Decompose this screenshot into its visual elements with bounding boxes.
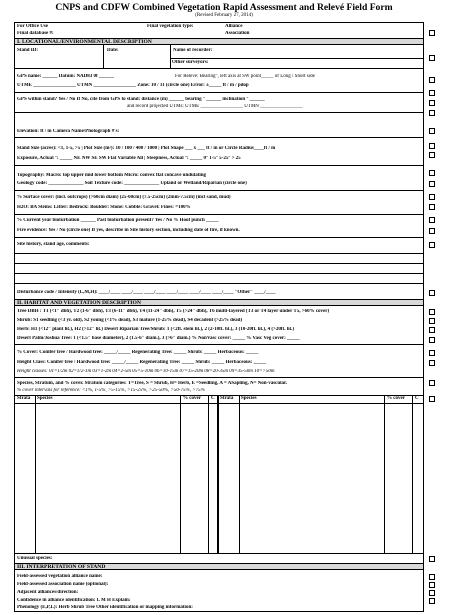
divider bbox=[170, 58, 423, 59]
unusual-species-label: Unusual species: bbox=[17, 556, 53, 561]
section-1-heading: I. LOCATIONAL/ENVIRONMENTAL DESCRIPTION bbox=[15, 38, 423, 45]
shrub-row: Shrub: S1 seedling (<3 yr. old), S2 young (<1% dead), S3 mature (1-25% dead), S4 decadent (>25% dead) bbox=[17, 318, 243, 323]
confidence-row: Confidence in alliance identification: L M H Explain: bbox=[17, 598, 131, 603]
table-col-line bbox=[384, 395, 385, 553]
table-col-line bbox=[180, 395, 181, 553]
geology-row: Geology code: ______________ Soil Texture code: ______________ Upland or Wetland/Riparian (circle one) bbox=[17, 181, 247, 186]
checkbox[interactable] bbox=[429, 574, 435, 580]
checkbox[interactable] bbox=[429, 318, 435, 324]
pct-cover-row: % Cover: Conifer tree / Hardwood tree: _____/_____ Regenerating Tree: _____ Shrub: _____ Herbaceous: _____ bbox=[17, 350, 259, 355]
table-top-border bbox=[15, 395, 423, 396]
projected-utm-row: and record projected UTMs: UTME _________________ UTMN _________________ bbox=[127, 104, 303, 109]
site-history-label: Site history, stand age, comments: bbox=[17, 242, 90, 247]
checkbox[interactable] bbox=[429, 204, 435, 210]
other-surveyors-label: Other surveyors: bbox=[172, 60, 209, 65]
col-c-left: C bbox=[211, 396, 215, 401]
exposure-row: Exposure, Actual °: _____ NE NW SE SW Flat Variable All | Steepness, Actual °: _____ 0° 1-5° 5-25° > 25 bbox=[17, 156, 241, 161]
office-use-label: For Office Use bbox=[17, 24, 49, 29]
checkbox[interactable] bbox=[429, 194, 435, 200]
divider bbox=[15, 165, 423, 166]
association-label: Association bbox=[225, 31, 250, 36]
table-col-line bbox=[35, 395, 36, 553]
form-revised-date: (Revised February 27, 2014) bbox=[195, 13, 253, 18]
write-line bbox=[15, 253, 423, 254]
table-col-line bbox=[412, 395, 413, 553]
alliance-label: Alliance bbox=[225, 24, 243, 29]
divider bbox=[15, 92, 423, 93]
checkbox[interactable] bbox=[429, 590, 435, 596]
checkbox[interactable] bbox=[429, 598, 435, 604]
office-use-row bbox=[15, 24, 423, 30]
checkbox[interactable] bbox=[429, 327, 435, 333]
checkbox[interactable] bbox=[429, 152, 435, 158]
surface-cover-row: % Surface cover: (incl. outcrops) (>60cm diam) (25-60cm) (7.5-25cm) (2mm-7.5cm) (incl sand, mud) bbox=[17, 195, 231, 200]
field-association-row: Field-assessed association name (optional): bbox=[17, 582, 109, 587]
table-col-line bbox=[208, 395, 209, 553]
divider bbox=[15, 190, 423, 191]
col-strata-right: Strata bbox=[220, 396, 234, 401]
gps-name-row: GPS name: ______ Datum: NAD83 0f ______ bbox=[17, 74, 114, 79]
checkbox[interactable] bbox=[429, 128, 435, 134]
checkbox[interactable] bbox=[429, 170, 435, 176]
checkbox[interactable] bbox=[429, 360, 435, 366]
final-db-label: Final database #: bbox=[17, 31, 54, 36]
h2o-row: H2O: BA Stems: Litter: Bedrock: Boulder: Stone: Cobble: Gravel: Fines: =100% bbox=[17, 205, 191, 210]
field-alliance-row: Field-assessed vegetation alliance name: bbox=[17, 574, 103, 579]
form-title: CNPS and CDFW Combined Vegetation Rapid Assessment and Relevé Field Form bbox=[55, 2, 393, 13]
checkbox[interactable] bbox=[429, 380, 435, 386]
checkbox[interactable] bbox=[429, 110, 435, 116]
checkbox-column bbox=[429, 24, 435, 604]
col-species-right: Species bbox=[241, 396, 257, 401]
checkbox[interactable] bbox=[429, 582, 435, 588]
checkbox[interactable] bbox=[429, 228, 435, 234]
divider bbox=[15, 214, 423, 215]
divider bbox=[103, 45, 104, 69]
checkbox[interactable] bbox=[429, 217, 435, 223]
checkbox[interactable] bbox=[429, 309, 435, 315]
col-cover-right: % cover bbox=[387, 396, 405, 401]
form-page bbox=[4, 2, 444, 612]
form-body bbox=[14, 22, 424, 612]
height-class-row: Height Class: Conifer tree / Hardwood tree: _____/_____ Regenerating Tree: _____ Shrub: _____ Herbaceous: _____ bbox=[17, 360, 267, 365]
adjacent-alliances-row: Adjacent alliances/direction: bbox=[17, 590, 79, 595]
stand-size-row: Stand Size (acres): <1, 1-5, >5 | Plot Size (m²): 10 / 100 / 400 / 1000 | Plot Shape ___ x ___ ft / m or Circle Radius____ft / m bbox=[17, 146, 276, 151]
write-line bbox=[15, 263, 423, 264]
write-line bbox=[15, 283, 423, 284]
checkbox[interactable] bbox=[429, 242, 435, 248]
divider bbox=[15, 237, 423, 238]
species-instructions-row: Species, Stratum, and % cover. Stratum categories: T=Tree, S = Shrub, H= Herb, E =Seedling, A = ASapling, N= Non-vascular. bbox=[17, 381, 288, 386]
phenology-row: Phenology (E,P,L): Herb Shrub Tree Other identification or mapping information: bbox=[17, 605, 193, 610]
date-label: Date: bbox=[107, 48, 119, 53]
herb-row: Herb: H1 (<12" plant ht.), H2 (>12" ht.) Desert Riparian Tree/Shrub: 1 (<2ft. stem ht.), 2 (2-10ft. ht.), 3 (10-20ft. ht.), 4 (>20ft. ht.) bbox=[17, 327, 295, 332]
write-line bbox=[15, 273, 423, 274]
divider bbox=[15, 344, 423, 345]
checkbox[interactable] bbox=[429, 556, 435, 562]
disturbance-row: Disturbance code / Intensity (L,M,H): ____/____ ____/____ ____/____ ____/____ ____/____ ____/____ "Other" ____/____ bbox=[17, 290, 276, 295]
bioturbation-row: % Current year bioturbation ______ Past bioturbation present? Yes / No % Hoof punch _____ bbox=[17, 218, 219, 223]
table-header-border bbox=[15, 403, 423, 404]
desert-palm-row: Desert Palm/Joshua Tree: 1 (<1.5" base diameter), 2 (1.5-6" diam.), 3 (>6" diam.) % NonVasc cover: _____ % Vasc Veg cover: _____ bbox=[17, 336, 300, 341]
cover-intervals-row: % cover intervals for reference: <1%, 1-5%, >5-15%, >15-25%, >25-50%, >50-75%, >75% bbox=[17, 388, 205, 393]
checkbox[interactable] bbox=[429, 396, 435, 402]
table-col-line bbox=[239, 395, 240, 553]
gps-within-row: GPS within stand? Yes / No If No, cite from GPS to stand: distance (m) ______ bearing ° ______ inclination ° ______ bbox=[17, 97, 265, 102]
checkbox[interactable] bbox=[429, 100, 435, 106]
checkbox[interactable] bbox=[429, 337, 435, 343]
checkbox[interactable] bbox=[429, 290, 435, 296]
utme-row: UTME _________________ UTMN _________________ Zone: 10 / 11 (circle one) Error: ±_____ ft / m / pdop bbox=[17, 83, 249, 88]
table-col-line bbox=[217, 395, 219, 553]
divider bbox=[15, 137, 423, 138]
divider bbox=[15, 112, 423, 113]
checkbox[interactable] bbox=[429, 350, 435, 356]
final-veg-type-label: Final vegetation type: bbox=[147, 24, 194, 29]
releve-bearing-row: For Relevé: Bearing°, left axis at SW point_____ of Long / Short side bbox=[175, 74, 315, 79]
height-classes-row: Height classes: 01=1/2m 02=1/2-1m 03=1-2m 04=2-5m 05=5-10m 06=10-15m 07=15-20m 08=20-35m 09=35-50m 10=>50m bbox=[17, 369, 275, 374]
divider bbox=[15, 68, 423, 69]
topography-row: Topography: Macro: top upper mid lower bottom Micro: convex flat concave undulating bbox=[17, 173, 207, 178]
table-bottom-border bbox=[15, 553, 423, 554]
fire-evidence-row: Fire evidence: Yes / No (circle one) If yes, describe in Site history section, including date of fire, if known. bbox=[17, 228, 240, 233]
checkbox[interactable] bbox=[429, 77, 435, 83]
col-strata-left: Strata bbox=[17, 396, 31, 401]
checkbox[interactable] bbox=[429, 30, 435, 36]
final-db-row bbox=[15, 31, 423, 37]
stand-id-row bbox=[15, 48, 423, 54]
col-species-left: Species bbox=[37, 396, 53, 401]
section-3-heading: III. INTERPRETATION OF STAND bbox=[15, 563, 423, 570]
checkbox[interactable] bbox=[429, 143, 435, 149]
tree-dbh-row: Tree DBH : T1 (<1" dbh), T2 (1-6" dbh), T3 (6-11" dbh), T4 (11-24" dbh), T5 (>24" dbh), T6 multi-layered (T3 or T4 layer under T5, >60% cover) bbox=[17, 309, 330, 314]
section-2-heading: II. HABITAT AND VEGETATION DESCRIPTION bbox=[15, 299, 423, 306]
divider bbox=[15, 377, 423, 378]
checkbox[interactable] bbox=[429, 90, 435, 96]
elevation-row: Elevation: ft / m Camera Name/Photograph #'s: bbox=[17, 129, 120, 134]
checkbox[interactable] bbox=[429, 181, 435, 187]
col-cover-left: % cover bbox=[183, 396, 201, 401]
stand-id-label: Stand ID: bbox=[17, 48, 38, 53]
checkbox[interactable] bbox=[429, 55, 435, 61]
name-recorder-label: Name of recorder: bbox=[173, 48, 213, 53]
col-c-right: C bbox=[415, 396, 419, 401]
